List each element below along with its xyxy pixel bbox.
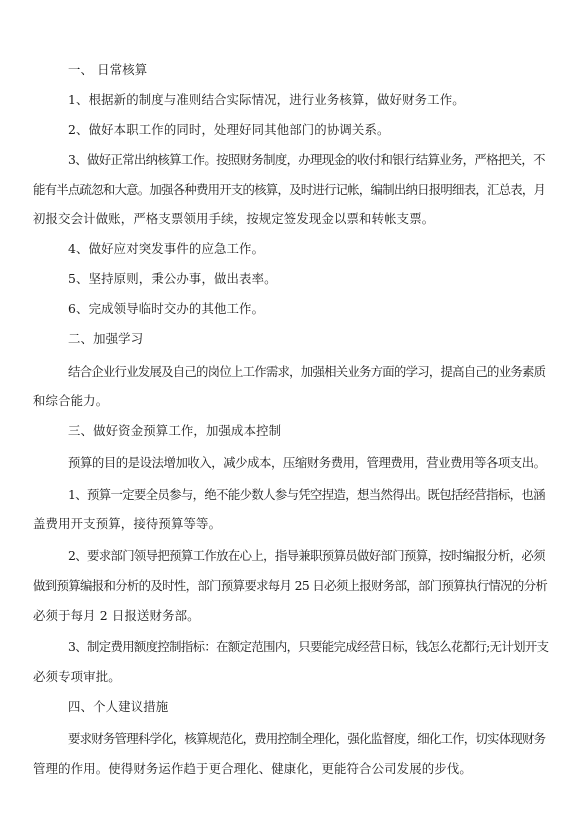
paragraph-line: 6、完成领导临时交办的其他工作。 [68,301,265,316]
paragraph-line: 3、制定费用额度控制指标：在额定范围内，只要能完成经营日标，钱怎么花都行;无计划开支 [68,639,549,654]
paragraph-line: 盖费用开支预算，接待预算等等。 [33,516,222,531]
paragraph-line: 要求财务管理科学化，核算规范化，费用控制全理化，强化监督度，细化工作，切实体现财务 [68,731,546,746]
paragraph-line: 必须专项审批。 [33,669,121,684]
heading-daily-accounting: 一、 日常核算 [68,62,148,77]
paragraph-line: 5、坚持原则，秉公办事，做出表率。 [68,271,277,286]
heading-budget-work: 三、做好资金预算工作，加强成本控制 [68,423,282,438]
paragraph-line: 管理的作用。使得财务运作趋于更合理化、健康化，更能符合公司发展的步伐。 [33,761,472,776]
paragraph-line: 初报交会计做账，严格支票领用手续，按规定签发现金以票和转帐支票。 [33,211,435,226]
paragraph-line: 结合企业行业发展及自己的岗位上工作需求，加强相关业务方面的学习，提高自己的业务素质 [68,364,546,379]
paragraph-line: 做到预算编报和分析的及时性，部门预算要求每月 25 日必须上报财务部，部门预算执行情况的分析 [33,578,548,593]
paragraph-line: 必须于每月 2 日报送财务部。 [33,608,200,623]
paragraph-line: 能有半点疏忽和大意。加强各种费用开支的核算，及时进行记帐，编制出纳日报明细表，汇总表，月 [33,182,546,197]
paragraph-line: 2、要求部门领导把预算工作放在心上，指导兼职预算员做好部门预算，按时编报分析，必须 [68,548,545,563]
paragraph-line: 2、做好本职工作的同时，处理好同其他部门的协调关系。 [68,122,390,137]
paragraph-line: 1、预算一定要全员参与，绝不能少数人参与凭空捏造，想当然得出。既包括经营指标，也涵 [68,487,545,502]
paragraph-line: 3、做好正常出纳核算工作。按照财务制度，办理现金的收付和银行结算业务，严格把关，不 [68,152,545,167]
heading-personal-suggestions: 四、个人建议措施 [68,699,169,714]
paragraph-line: 预算的目的是设法增加收入，减少成本，压缩财务费用，管理费用，营业费用等各项支出。 [68,455,546,470]
paragraph-line: 和综合能力。 [33,393,109,408]
heading-strengthen-learning: 二、加强学习 [68,331,144,346]
paragraph-line: 1、根据新的制度与准则结合实际情况，进行业务核算，做好财务工作。 [68,92,465,107]
paragraph-line: 4、做好应对突发事件的应急工作。 [68,241,265,256]
